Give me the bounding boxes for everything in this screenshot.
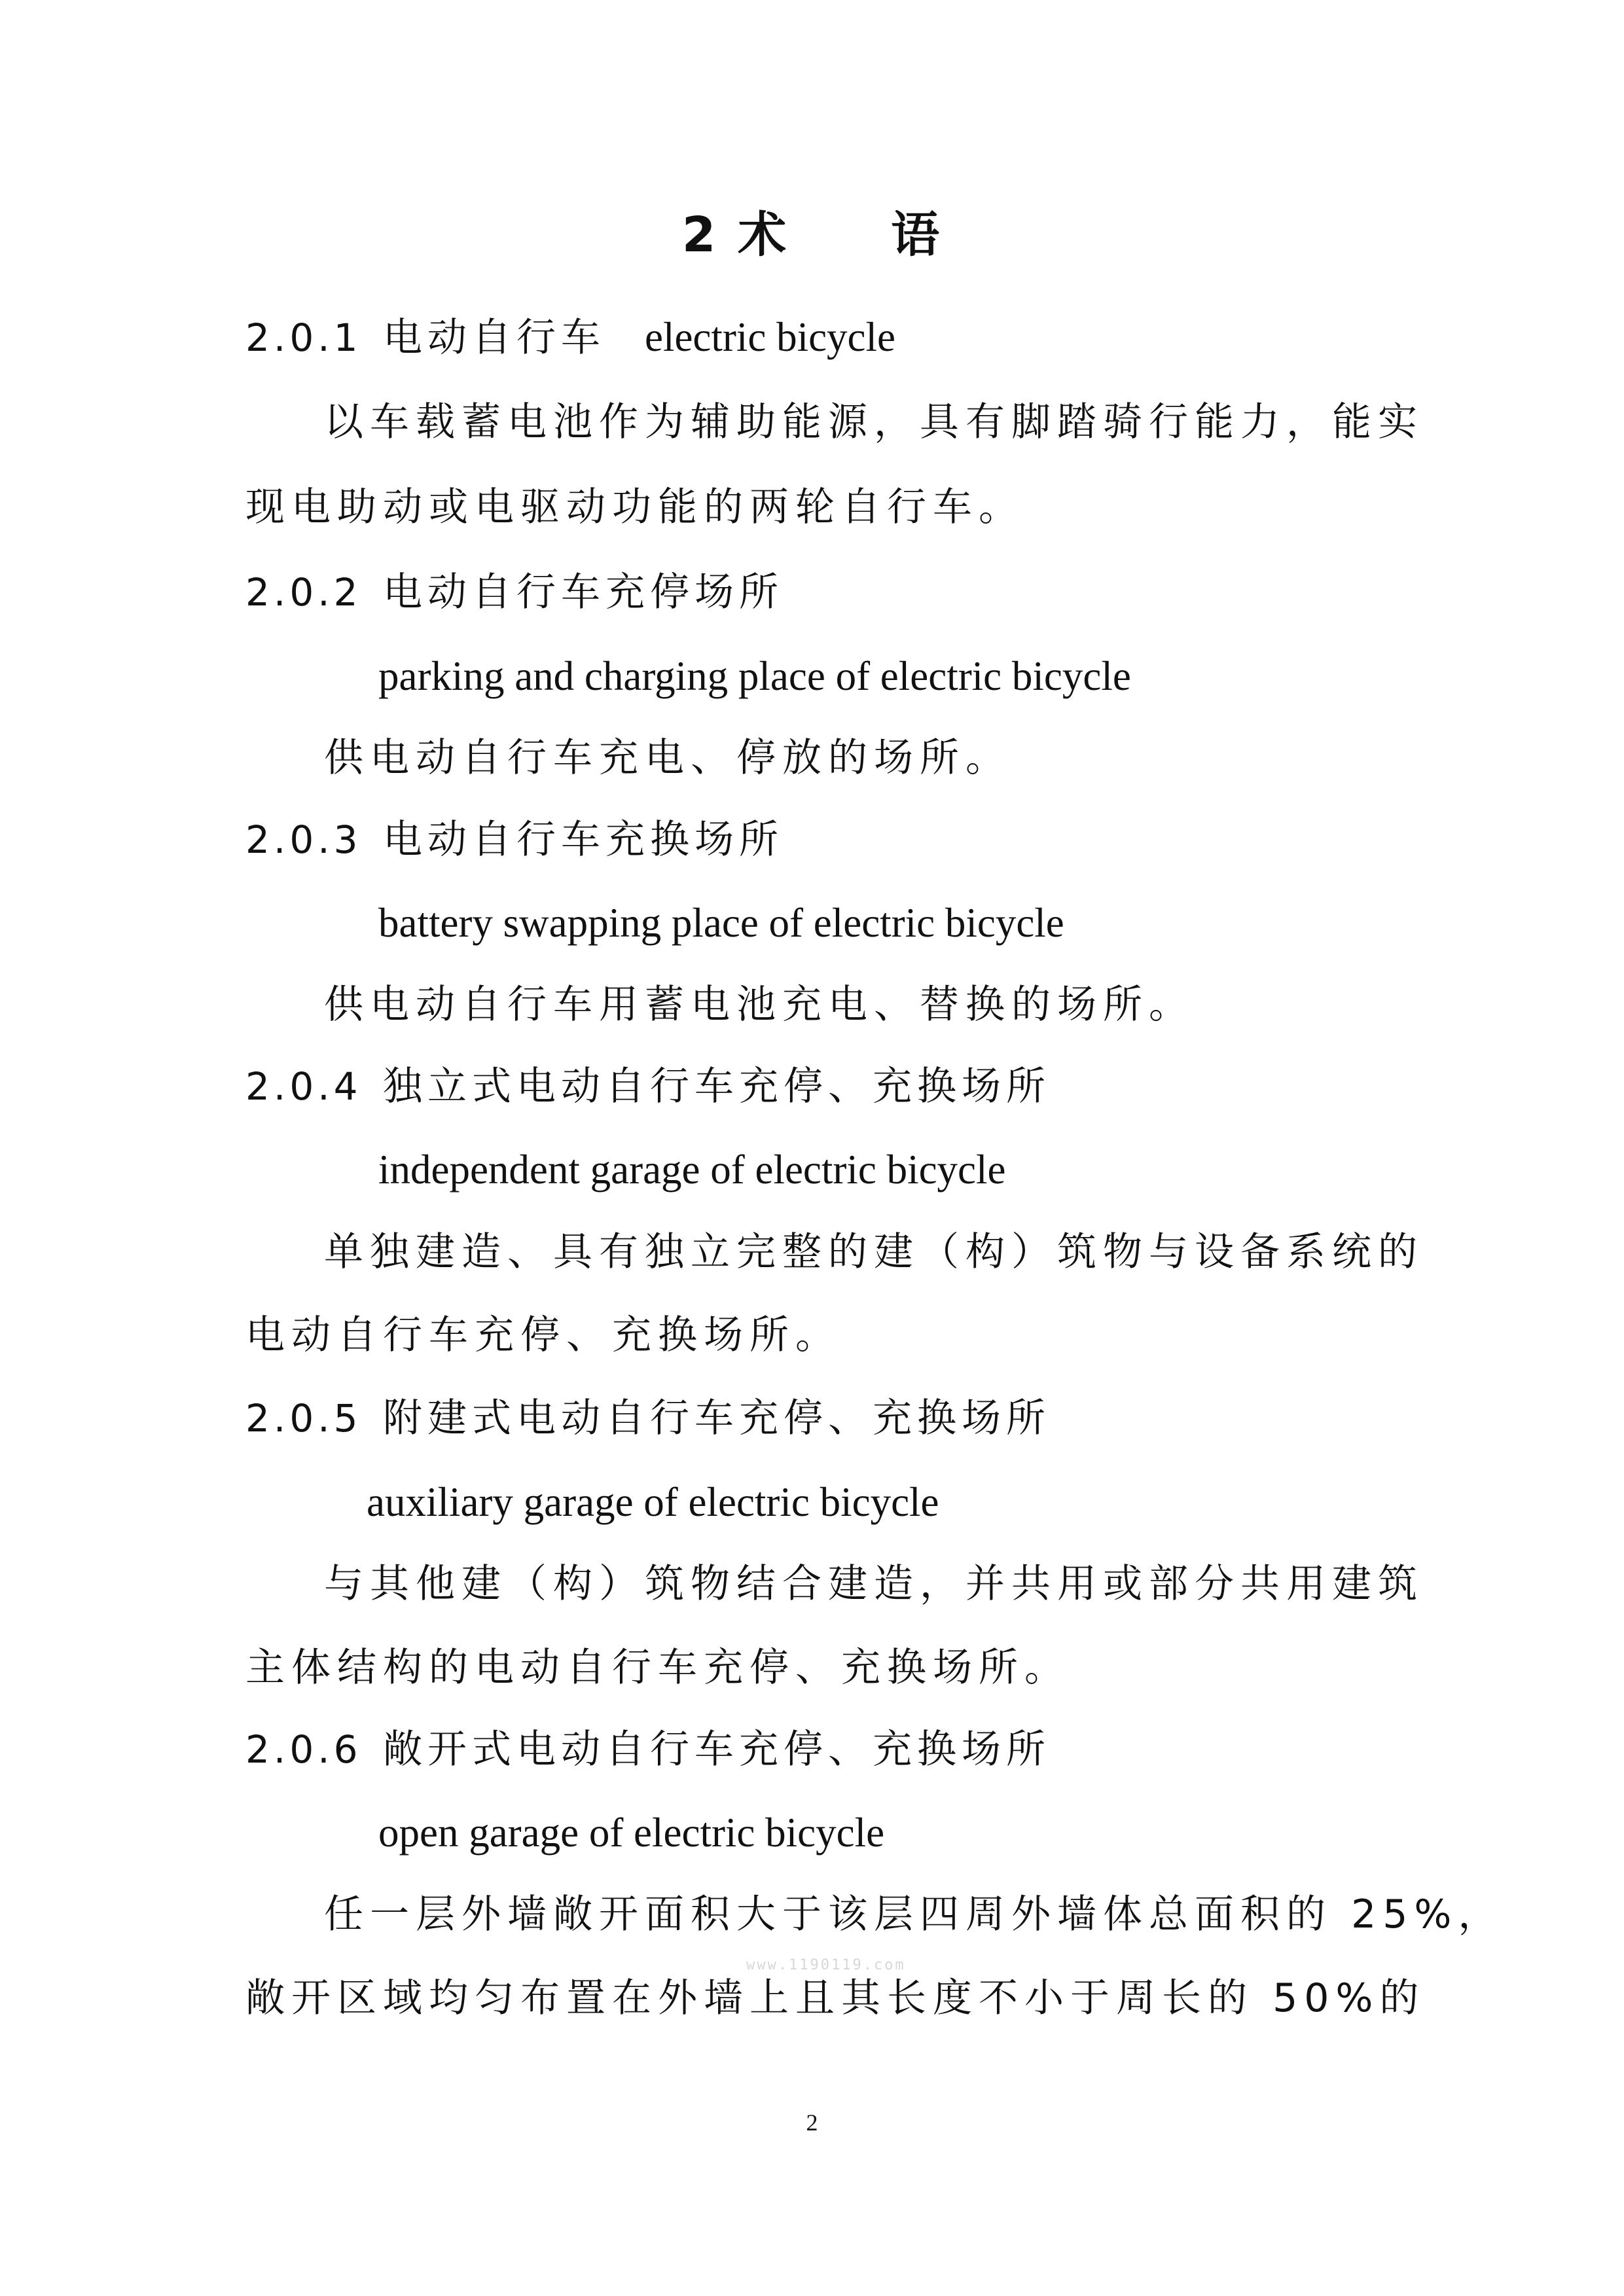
- term-name-cn: 电动自行车充停场所: [383, 569, 784, 615]
- term-heading-2-0-5: [245, 1389, 1051, 1448]
- term-name-en: auxiliary garage of electric bicycle: [367, 1479, 939, 1525]
- term-number: 2.0.5: [245, 1396, 362, 1441]
- term-name-cn: 电动自行车充换场所: [383, 817, 784, 863]
- term-name-en: battery swapping place of electric bicycle: [378, 900, 1064, 946]
- term-name-en: independent garage of electric bicycle: [378, 1147, 1006, 1193]
- term-definition-line: 现电助动或电驱动功能的两轮自行车。: [245, 484, 1024, 530]
- term-number: 2.0.4: [245, 1064, 362, 1109]
- watermark: www.1190119.com: [746, 1957, 906, 1973]
- term-definition-line: 电动自行车充停、充换场所。: [245, 1312, 841, 1358]
- term-definition-line: 敞开区域均匀布置在外墙上且其长度不小于周长的 50%的: [245, 1975, 1426, 2021]
- term-name-en: parking and charging place of electric bicycle: [378, 653, 1131, 699]
- term-definition-line: 单独建造、具有独立完整的建（构）筑物与设备系统的: [324, 1229, 1424, 1275]
- term-name-cn: 附建式电动自行车充停、充换场所: [383, 1395, 1051, 1441]
- term-number: 2.0.1: [245, 315, 362, 360]
- term-definition-line: 主体结构的电动自行车充停、充换场所。: [245, 1645, 1070, 1691]
- term-name-cn: 敞开式电动自行车充停、充换场所: [383, 1727, 1051, 1772]
- term-number: 2.0.2: [245, 570, 362, 615]
- term-name-cn: 独立式电动自行车充停、充换场所: [383, 1064, 1051, 1109]
- chapter-title: 2 术 语: [681, 207, 943, 263]
- term-definition-line: 供电动自行车充电、停放的场所。: [324, 735, 1011, 781]
- term-number: 2.0.3: [245, 817, 362, 862]
- term-name-en: electric bicycle: [645, 314, 895, 360]
- term-heading-2-0-2: [245, 563, 784, 622]
- term-definition-line: 供电动自行车用蓄电池充电、替换的场所。: [324, 982, 1195, 1028]
- term-definition-line: 任一层外墙敞开面积大于该层四周外墙体总面积的 25%，: [324, 1892, 1504, 1937]
- term-definition-line: 以车载蓄电池作为辅助能源，具有脚踏骑行能力，能实: [324, 399, 1424, 445]
- term-name-en: open garage of electric bicycle: [378, 1810, 885, 1856]
- term-heading-2-0-1: [245, 308, 895, 367]
- term-number: 2.0.6: [245, 1727, 362, 1772]
- term-heading-2-0-4: [245, 1057, 1051, 1116]
- term-name-cn: 电动自行车: [383, 315, 605, 361]
- term-heading-2-0-3: [245, 810, 784, 869]
- term-definition-line: 与其他建（构）筑物结合建造，并共用或部分共用建筑: [324, 1561, 1424, 1607]
- term-heading-2-0-6: [245, 1720, 1051, 1779]
- page-number: 2: [806, 2109, 818, 2136]
